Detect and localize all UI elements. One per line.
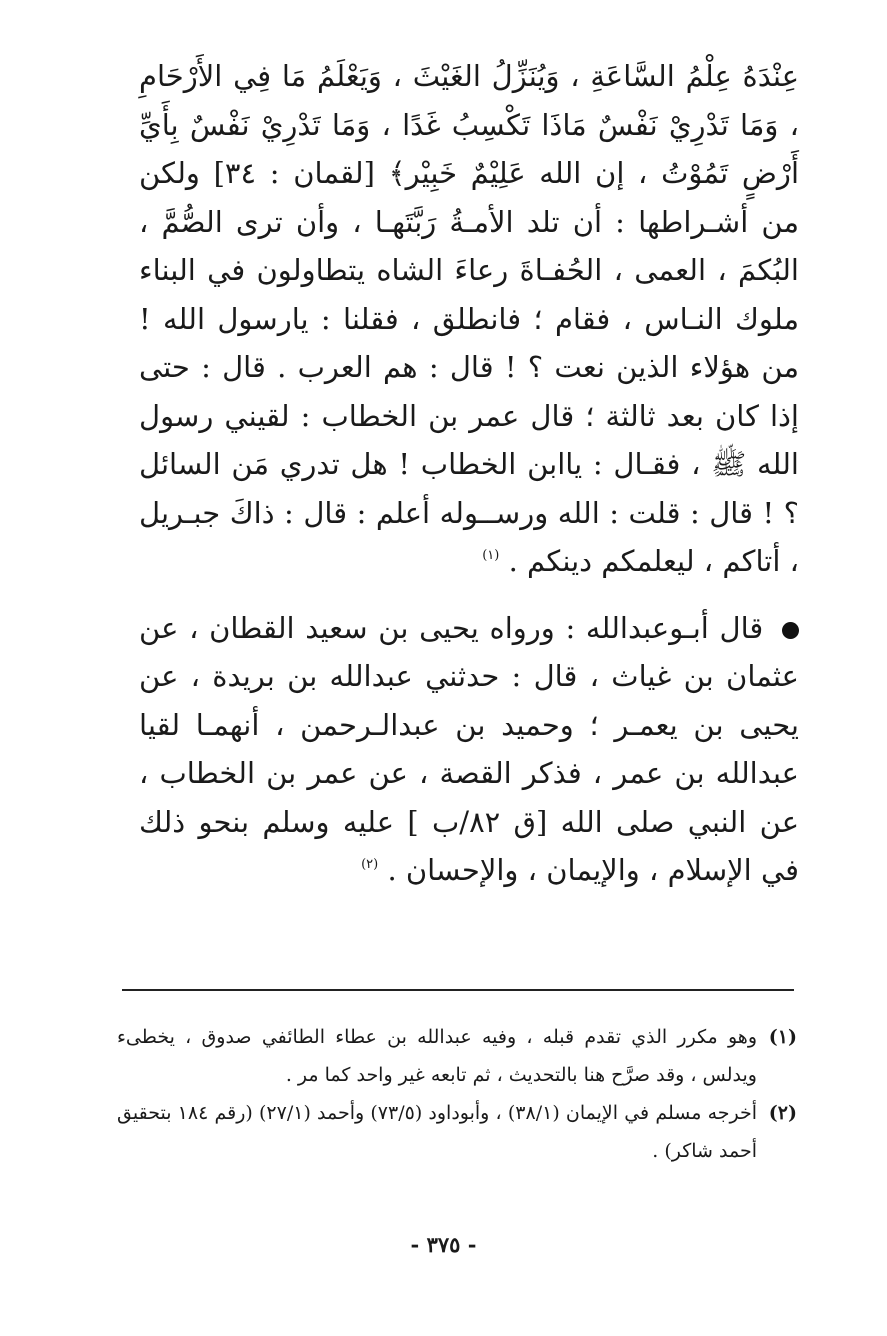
footnote-item bbox=[117, 1018, 797, 1094]
footnote-number: (٢) bbox=[768, 1102, 797, 1124]
footnote-ref-1[interactable]: (١) bbox=[482, 548, 500, 563]
bullet-icon bbox=[782, 622, 799, 639]
paragraph-hadith bbox=[139, 52, 799, 586]
footnote-divider bbox=[122, 989, 794, 991]
footnote-text: وهو مكرر الذي تقدم قبله ، وفيه عبدالله بن عطاء الطائفي صدوق ، يخطىء ويدلس ، وقد صرَّح هنا بالتحديث ، ثم تابعه غير واحد كما مر . bbox=[117, 1026, 757, 1086]
main-text bbox=[139, 52, 799, 895]
footnote-text: أخرجه مسلم في الإيمان (٣٨/١) ، وأبوداود (٧٣/٥) وأحمد (٢٧/١) (رقم ١٨٤ بتحقيق أحمد شاكر) . bbox=[117, 1102, 758, 1162]
footnote-ref-2[interactable]: (٢) bbox=[361, 857, 379, 872]
paragraph-hadith-text: عِنْدَهُ عِلْمُ السَّاعَةِ ، وَيُنَزِّلُ الغَيْثَ ، وَيَعْلَمُ مَا فِي الأَرْحَامِ ، وَمَا تَدْرِيْ نَفْسٌ مَاذَا تَكْسِبُ غَدًا ، وَمَا تَدْرِيْ نَفْسٌ بِأَيِّ أَرْضٍ تَمُوْتُ ، إن الله عَلِيْمٌ خَبِيْر﴾ [لقمان : ٣٤] ولكن من أشـراطها : أن تلد الأمـةُ رَبَّتَهـا ، وأن ترى الصُّمَّ ، البُكمَ ، العمى ، الحُفـاةَ رعاءَ الشاه يتطاولون في البناء ملوك النـاس ، فقام ؛ فانطلق ، فقلنا : يارسول الله ! من هؤلاء الذين نعت ؟ ! قال : هم العرب . قال : حتى إذا كان بعد ثالثة ؛ قال عمر بن الخطاب : لقيني رسول الله ﷺ ، فقـال : ياابن الخطاب ! هل تدري مَن السائل ؟ ! قال : قلت : الله ورســوله أعلم : قال : ذاكَ جبـريل ، أتاكم ، ليعلمكم دينكم . bbox=[139, 59, 799, 578]
paragraph-chain-text: قال أبـوعبدالله : ورواه يحيى بن سعيد القطان ، عن عثمان بن غياث ، قال : حدثني عبدالله بن بريدة ، عن يحيى بن يعمـر ؛ وحميد بن عبدالـرحمن ، أنهمـا لقيا عبدالله بن عمر ، فذكر القصة ، عن عمر بن الخطاب ، عن النبي صلى الله [ق ٨٢/ب ] عليه وسلم بنحو ذلك في الإسلام ، والإيمان ، والإحسان . bbox=[139, 610, 799, 887]
footnotes bbox=[117, 1018, 797, 1170]
page-number: - ٣٧٥ - bbox=[410, 1232, 477, 1257]
footnote-number: (١) bbox=[768, 1026, 797, 1048]
footnote-item bbox=[117, 1094, 797, 1170]
paragraph-chain bbox=[139, 604, 799, 895]
